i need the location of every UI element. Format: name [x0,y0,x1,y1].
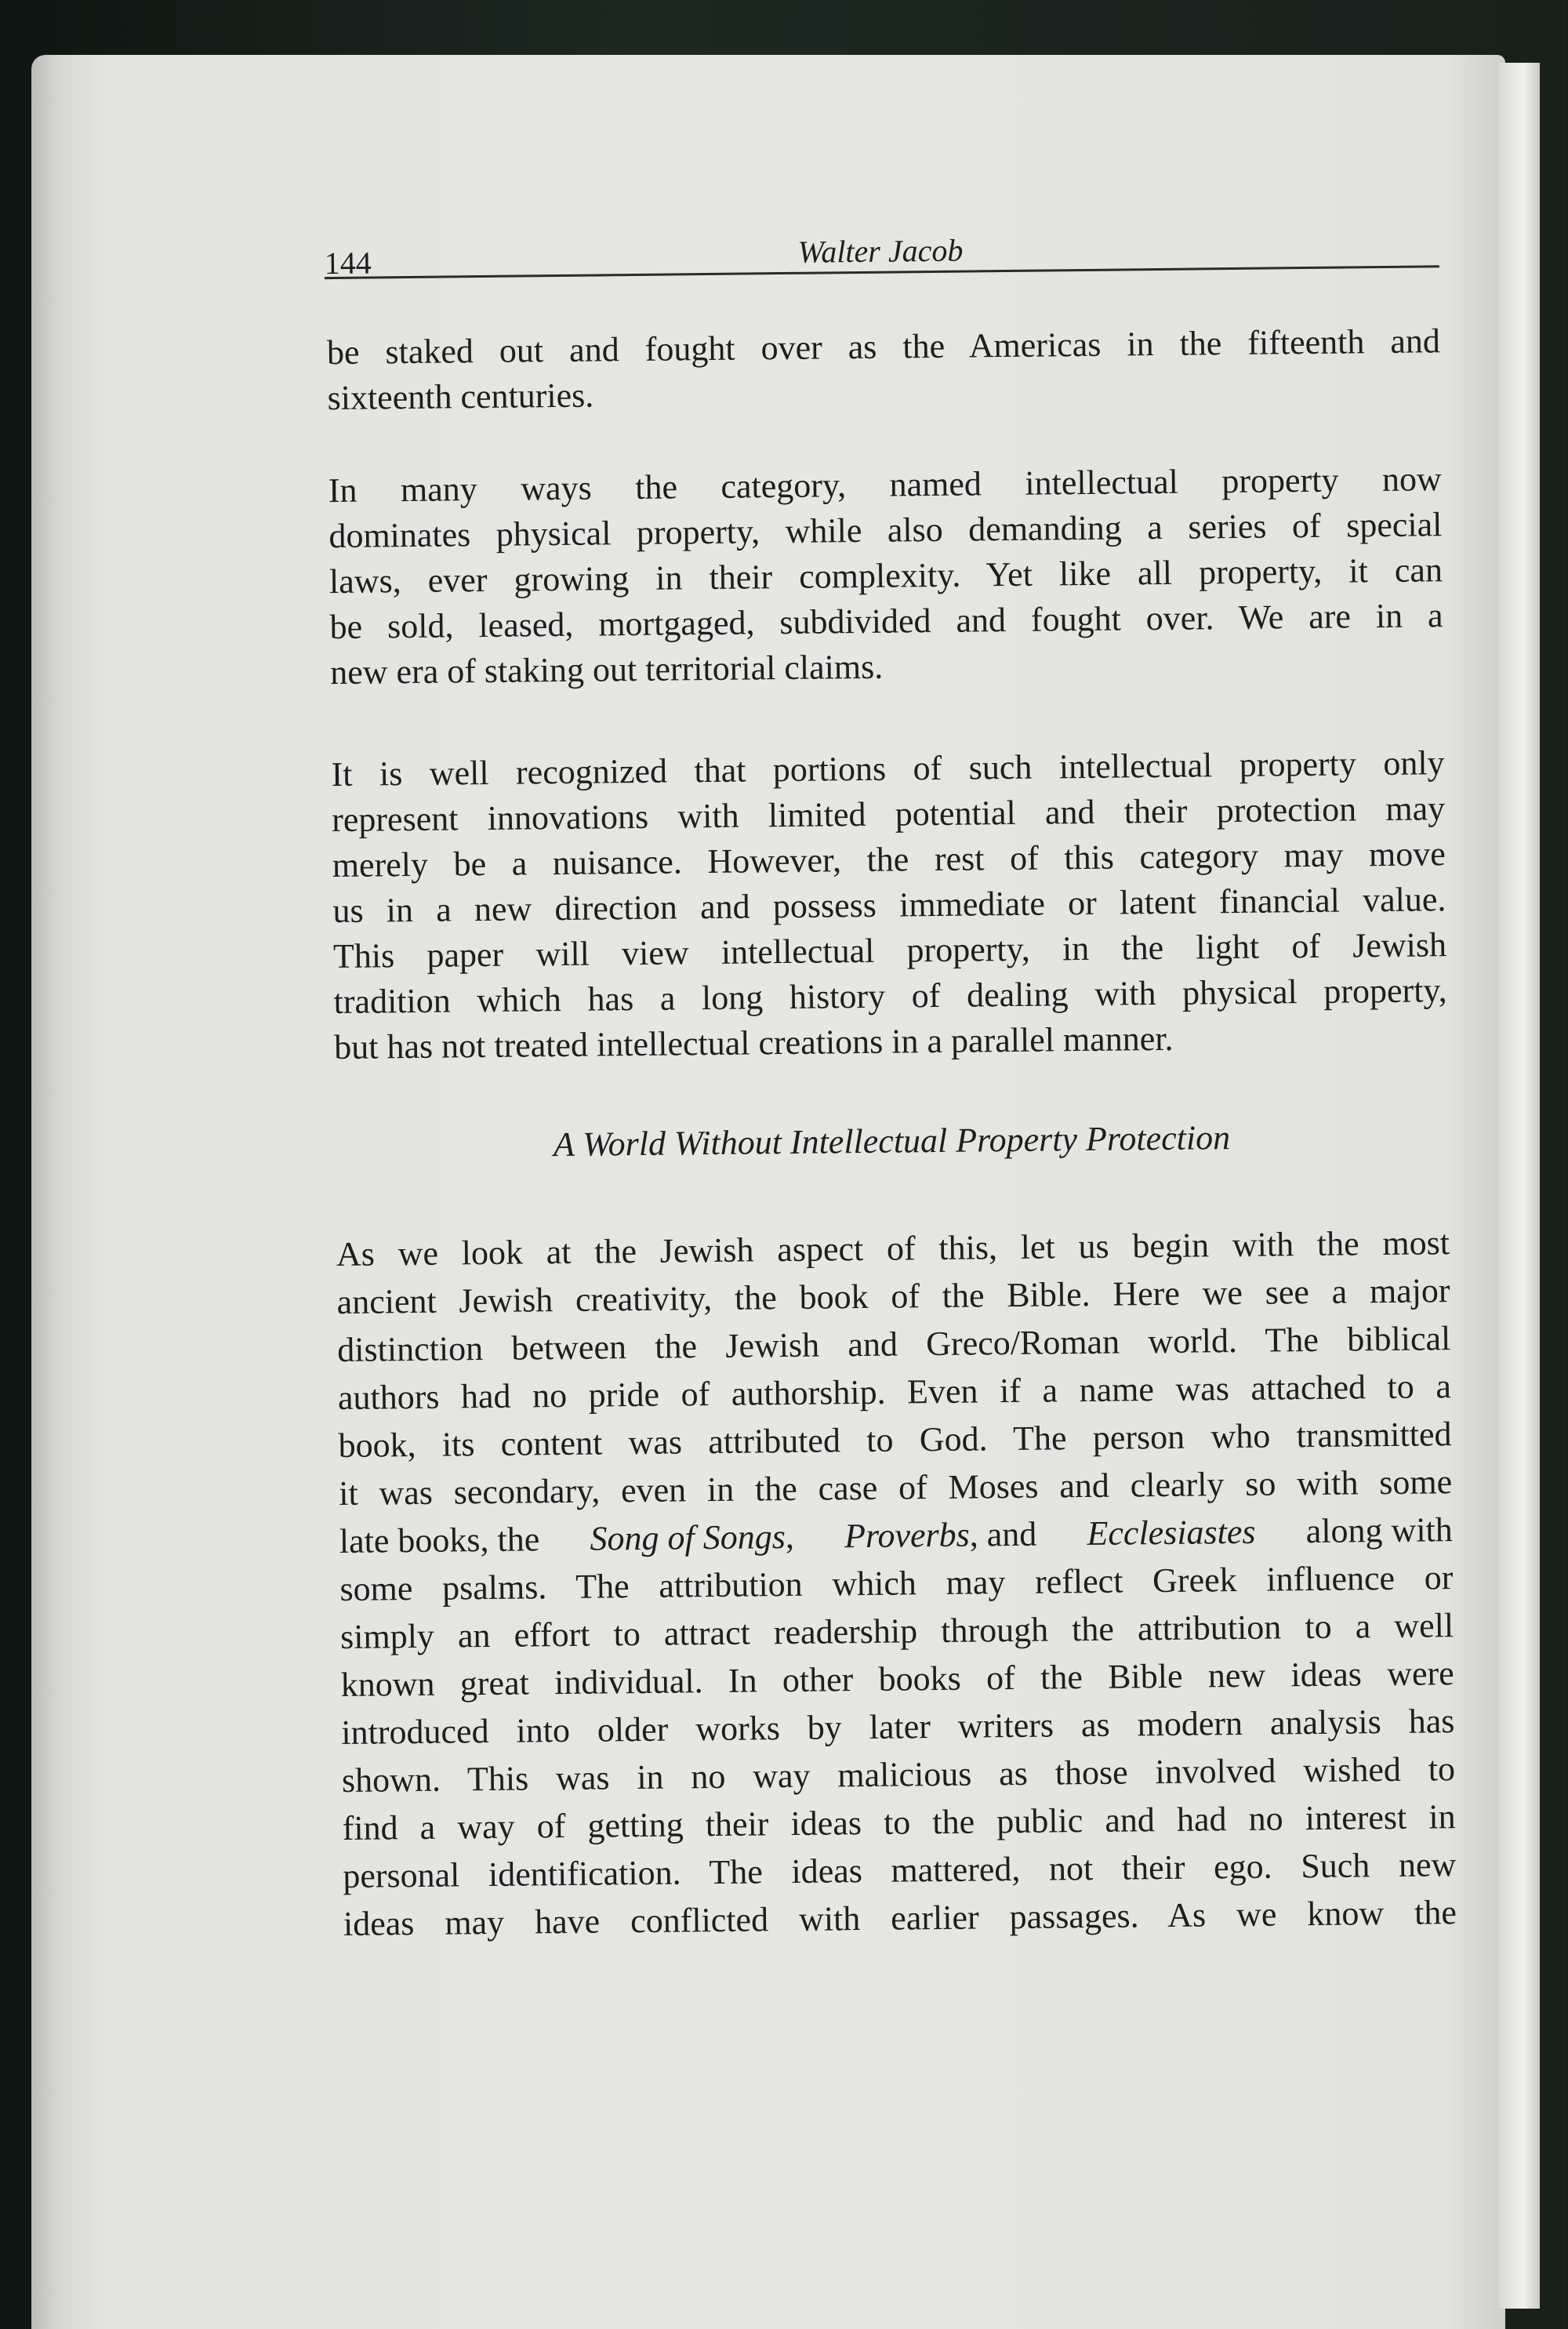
text-line: authors had no pride of authorship. Even if a name was attached to a [337,1367,1452,1418]
text-line: ideas may have conflicted with earlier passages. As we know the [343,1893,1457,1943]
section-heading: A World Without Intellectual Property Protection [553,1118,1231,1164]
paragraph-3 [331,740,1447,1070]
text-line: find a way of getting their ideas to the public and had no interest in [342,1797,1456,1848]
book-title-group [844,1510,1037,1561]
text-line: known great individual. In other books of the Bible new ideas were [340,1654,1454,1705]
text-line: some psalms. The attribution which may reflect Greek influence or [339,1558,1454,1609]
text-line: tradition which has a long history of dealing with physical property, [333,971,1447,1022]
text-line: As we look at the Jewish aspect of this, let us begin with the most [336,1223,1450,1274]
text-line: merely be a nuisance. However, the rest of this category may move [332,834,1446,885]
text-line: It is well recognized that portions of such intellectual property only [331,743,1445,794]
text-line: dominates physical property, while also demanding a series of special [328,505,1443,556]
paragraph-4 [336,1219,1457,1948]
text-line: be staked out and fought over as the Americas in the fifteenth and [326,322,1441,372]
text: late books, the [339,1520,540,1561]
text-line: personal identification. The ideas mattered, not their ego. Such new [343,1845,1457,1895]
text-line: but has not treated intellectual creations in a parallel manner. [333,1019,1174,1067]
text-line: ancient Jewish creativity, the book of the Bible. Here we see a major [336,1271,1450,1322]
text-line: shown. This was in no way malicious as those involved wished to [341,1749,1456,1800]
running-header-author: Walter Jacob [797,232,964,270]
text-line: represent innovations with limited potential and their protection may [331,789,1446,840]
book-titles [590,1513,794,1563]
text-line: us in a new direction and possess immediate or latent financial value. [332,880,1446,931]
comma: , [785,1517,795,1557]
title-song-of-songs: Song of Songs [590,1517,786,1558]
title-ecclesiastes: Ecclesiastes [1087,1512,1256,1553]
text-line: In many ways the category, named intellectual property now [328,460,1442,510]
text-line: distinction between the Jewish and Greco/Roman world. The biblical [337,1319,1451,1370]
paragraph-2 [328,456,1444,696]
text-line: book, its content was attributed to God. The person who transmitted [338,1415,1452,1466]
text-line: This paper will view intellectual property, in the light of Jewish [332,925,1447,976]
text: , and [969,1514,1037,1554]
text-line: be sold, leased, mortgaged, subdivided and fought over. We are in a [329,596,1443,647]
text-line: simply an effort to attract readership through the attribution to a well [339,1606,1454,1657]
text: along with [1305,1510,1454,1551]
text-line: sixteenth centuries. [327,376,594,418]
paragraph-1 [327,318,1441,421]
text-line: laws, ever growing in their complexity. Yet like all property, it can [328,550,1443,601]
page-number: 144 [324,245,372,282]
title-proverbs: Proverbs [844,1515,970,1556]
text-line: new era of staking out territorial claims. [329,647,884,692]
text-line: introduced into older works by later writers as modern analysis has [341,1702,1455,1752]
text-line: it was secondary, even in the case of Moses and clearly so with some [338,1462,1453,1513]
